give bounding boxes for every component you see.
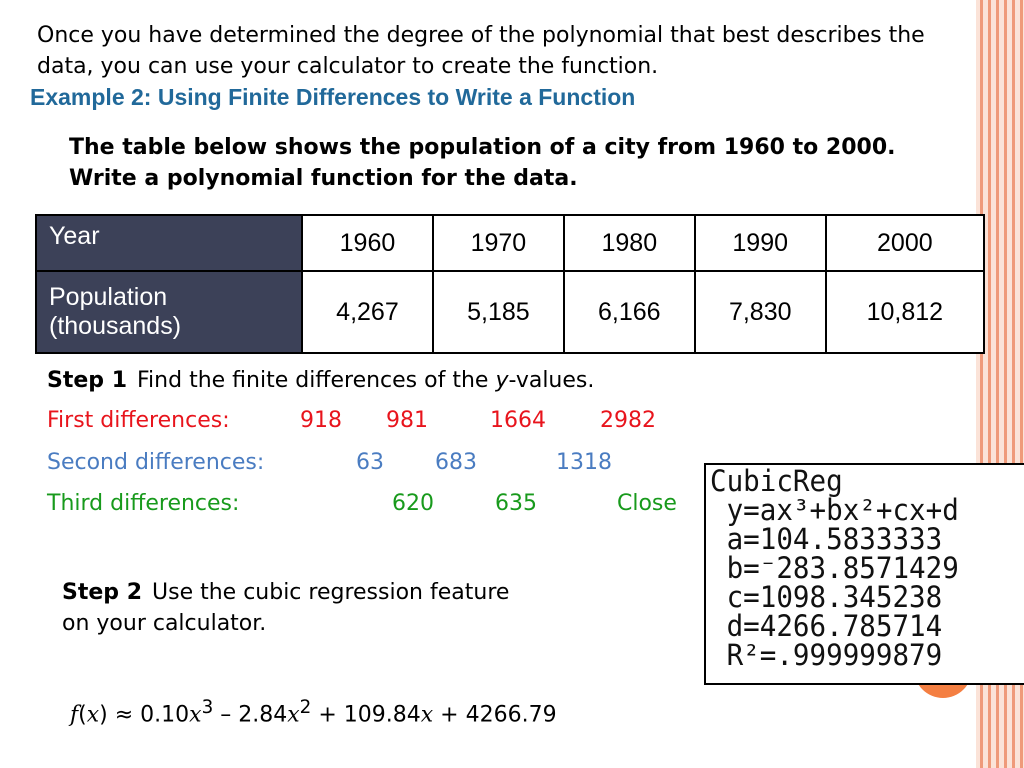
second-difference-value: 683 bbox=[435, 450, 477, 475]
step1-text bbox=[47, 368, 594, 393]
second-differences-label: Second differences: bbox=[47, 450, 265, 475]
formula-exponent: 3 bbox=[201, 697, 214, 718]
calc-line: b=⁻283.8571429 bbox=[710, 551, 959, 585]
population-cell: 7,830 bbox=[695, 271, 826, 353]
formula-term: + 109.84 bbox=[311, 702, 421, 728]
year-cell: 2000 bbox=[826, 215, 984, 271]
problem-statement: The table below shows the population of a city from 1960 to 2000. Write a polynomial function for the data. bbox=[69, 135, 896, 191]
calc-line: R²=.999999879 bbox=[710, 638, 943, 672]
formula-approx: ≈ 0.10 bbox=[114, 702, 190, 728]
population-cell: 6,166 bbox=[564, 271, 695, 353]
first-differences-label: First differences: bbox=[47, 408, 230, 433]
polynomial-formula: $f(x) \approx 0.10x^3 - 2.84x^2 + 109.84x + 4266.79$ bbox=[70, 697, 557, 728]
first-difference-value: 981 bbox=[386, 408, 428, 433]
population-cell: 5,185 bbox=[433, 271, 564, 353]
calc-line: c=1098.345238 bbox=[710, 580, 943, 614]
formula-exponent: 2 bbox=[299, 697, 312, 718]
third-differences-label: Third differences: bbox=[47, 491, 240, 516]
third-difference-note: Close bbox=[617, 491, 677, 516]
population-cell: 4,267 bbox=[302, 271, 433, 353]
population-header: Population (thousands) bbox=[36, 271, 302, 353]
population-cell: 10,812 bbox=[826, 271, 984, 353]
step1-variable: y bbox=[495, 368, 509, 393]
step2-label: Step 2 bbox=[62, 580, 142, 605]
step2-text bbox=[62, 577, 522, 639]
third-difference-value: 635 bbox=[495, 491, 537, 516]
step1-label: Step 1 bbox=[47, 368, 127, 393]
second-difference-value: 1318 bbox=[556, 450, 612, 475]
first-difference-value: 1664 bbox=[490, 408, 546, 433]
intro-text: Once you have determined the degree of the polynomial that best describes the data, you can use your calculator to create the function. bbox=[37, 23, 925, 79]
population-table bbox=[35, 214, 985, 354]
calc-line: a=104.5833333 bbox=[710, 522, 943, 556]
year-cell: 1980 bbox=[564, 215, 695, 271]
third-difference-value: 620 bbox=[392, 491, 434, 516]
second-difference-value: 63 bbox=[356, 450, 384, 475]
first-difference-value: 918 bbox=[300, 408, 342, 433]
formula-term: – 2.84 bbox=[213, 702, 288, 728]
step2-body: Use the cubic regression feature on your calculator. bbox=[62, 580, 510, 636]
first-difference-value: 2982 bbox=[600, 408, 656, 433]
formula-variable: x bbox=[287, 702, 300, 728]
step1-text-after: -values. bbox=[508, 368, 595, 393]
year-cell: 1960 bbox=[302, 215, 433, 271]
calculator-screen bbox=[704, 463, 1024, 685]
year-cell: 1970 bbox=[433, 215, 564, 271]
formula-function: f bbox=[70, 702, 79, 728]
formula-term: + 4266.79 bbox=[433, 702, 557, 728]
year-cell: 1990 bbox=[695, 215, 826, 271]
calc-line: y=ax³+bx²+cx+d bbox=[710, 493, 959, 527]
table-row bbox=[36, 271, 984, 353]
formula-variable: x bbox=[189, 702, 202, 728]
example-heading: Example 2: Using Finite Differences to Write a Function bbox=[30, 84, 636, 110]
calc-line: d=4266.785714 bbox=[710, 609, 943, 643]
table-row bbox=[36, 215, 984, 271]
step1-text-before: Find the finite differences of the bbox=[137, 368, 496, 393]
calc-line: CubicReg bbox=[710, 464, 843, 498]
year-header: Year bbox=[36, 215, 302, 271]
formula-variable: x bbox=[86, 702, 100, 728]
formula-variable: x bbox=[420, 702, 434, 728]
